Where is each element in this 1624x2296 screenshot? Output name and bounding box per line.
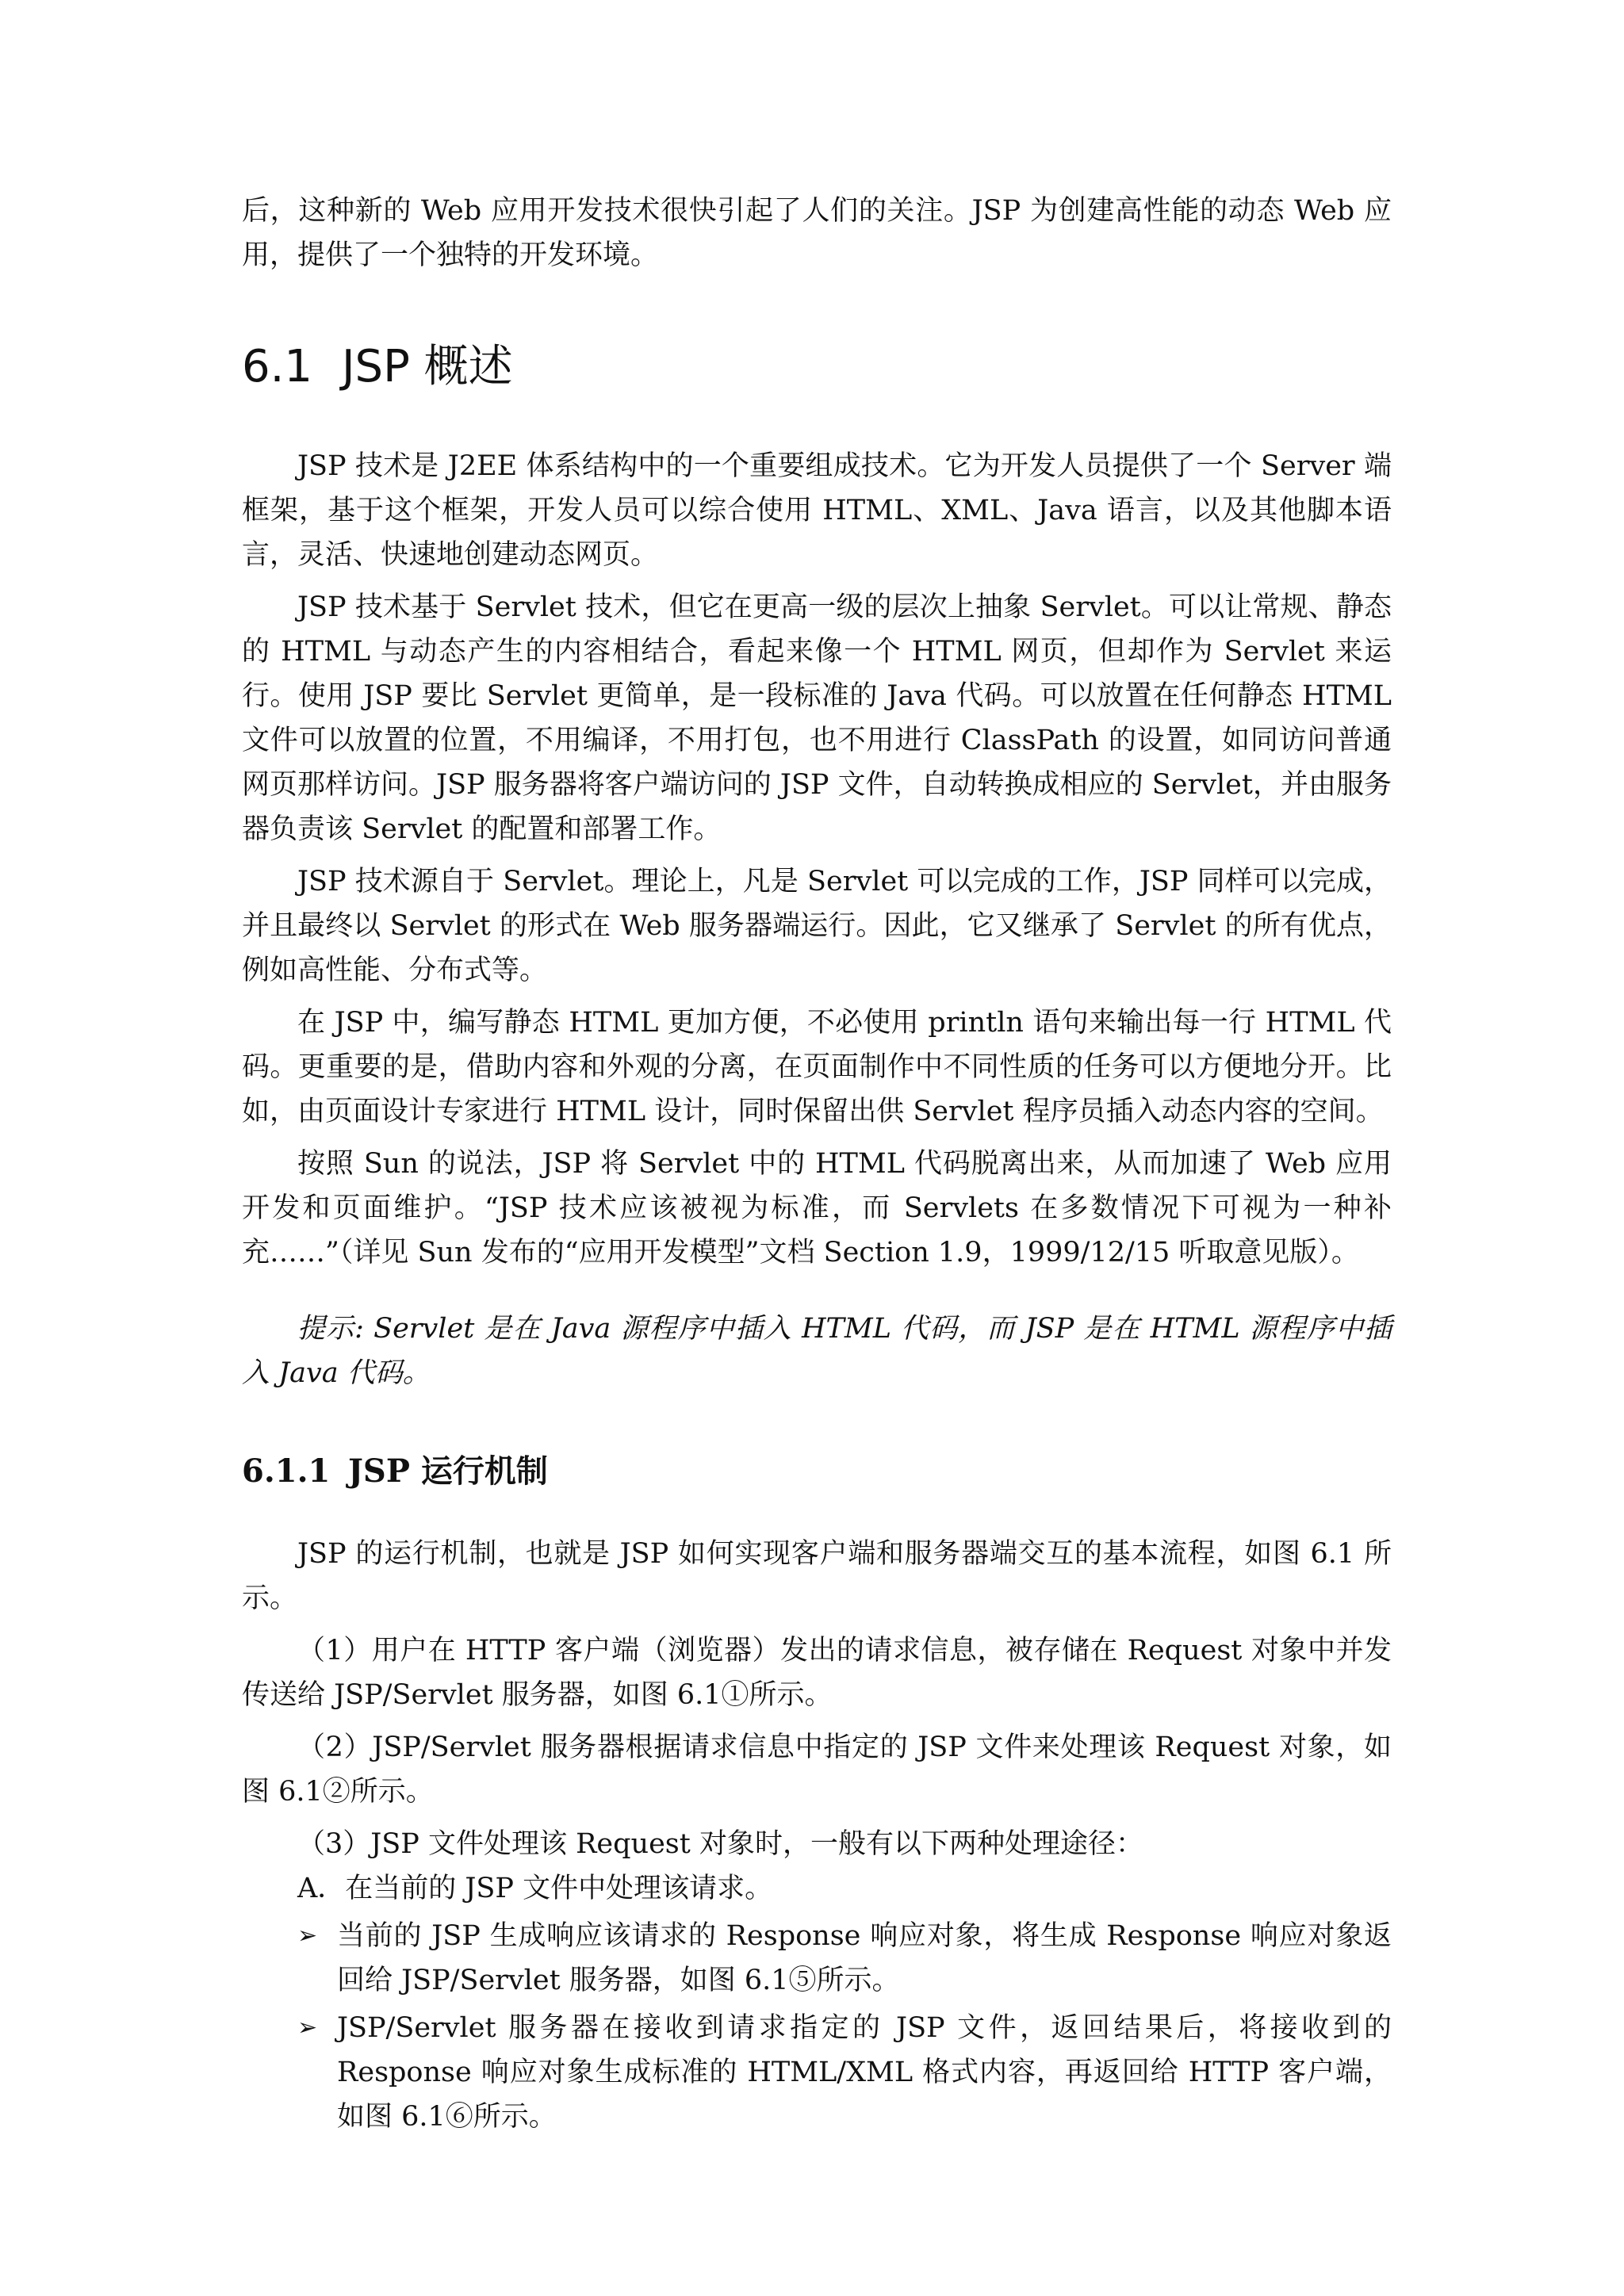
section-heading <box>242 339 1392 395</box>
tip-note: 提示: Servlet 是在 Java 源程序中插入 HTML 代码，而 JSP 是在 HTML 源程序中插入 Java 代码。 <box>242 1313 1392 1389</box>
body-paragraph-1: JSP 技术是 J2EE 体系结构中的一个重要组成技术。它为开发人员提供了一个 Server 端框架，基于这个框架，开发人员可以综合使用 HTML、XML、Java 语言，以及其他脚本语言，灵活、快速地创建动态网页。 <box>242 450 1392 571</box>
bullet-text-1: 当前的 JSP 生成响应该请求的 Response 响应对象，将生成 Response 响应对象返回给 JSP/Servlet 服务器，如图 6.1⑤所示。 <box>337 1920 1392 1996</box>
bullet-item-2 <box>242 2006 1392 2139</box>
subsection-title: JSP 运行机制 <box>348 1452 548 1490</box>
body-paragraph-4: 在 JSP 中，编写静态 HTML 更加方便，不必使用 println 语句来输出每一行 HTML 代码。更重要的是，借助内容和外观的分离，在页面制作中不同性质的任务可以方便地分开。比如，由页面设计专家进行 HTML 设计，同时保留出供 Servlet 程序员插入动态内容的空间。 <box>242 1007 1392 1127</box>
step-2-paragraph: （2）JSP/Servlet 服务器根据请求信息中指定的 JSP 文件来处理该 Request 对象，如图 6.1②所示。 <box>242 1732 1392 1808</box>
intro-paragraph: 后，这种新的 Web 应用开发技术很快引起了人们的关注。JSP 为创建高性能的动态 Web 应用，提供了一个独特的开发环境。 <box>242 195 1392 271</box>
bullet-item-1 <box>242 1914 1392 2003</box>
body-paragraph-3: JSP 技术源自于 Servlet。理论上，凡是 Servlet 可以完成的工作，JSP 同样可以完成，并且最终以 Servlet 的形式在 Web 服务器端运行。因此，它又继承了 Servlet 的所有优点，例如高性能、分布式等。 <box>242 866 1392 986</box>
bullet-arrow-icon: ➢ <box>297 2014 318 2042</box>
subsection-number: 6.1.1 <box>242 1452 331 1490</box>
section-number: 6.1 <box>242 341 313 392</box>
bullet-text-2: JSP/Servlet 服务器在接收到请求指定的 JSP 文件，返回结果后，将接收到的 Response 响应对象生成标准的 HTML/XML 格式内容，再返回给 HTTP 客户端，如图 6.1⑥所示。 <box>337 2012 1392 2133</box>
bullet-arrow-icon: ➢ <box>297 1922 318 1950</box>
body-paragraph-2: JSP 技术基于 Servlet 技术，但它在更高一级的层次上抽象 Servlet。可以让常规、静态的 HTML 与动态产生的内容相结合，看起来像一个 HTML 网页，但却作为 Servlet 来运行。使用 JSP 要比 Servlet 更简单，是一段标准的 Java 代码。可以放置在任何静态 HTML 文件可以放置的位置，不用编译，不用打包，也不用进行 ClassPath 的设置，如同访问普通网页那样访问。JSP 服务器将客户端访问的 JSP 文件，自动转换成相应的 Servlet，并由服务器负责该 Servlet 的配置和部署工作。 <box>242 591 1392 845</box>
step-3-paragraph: （3）JSP 文件处理该 Request 对象时，一般有以下两种处理途径： <box>297 1828 1143 1860</box>
step-1-paragraph: （1）用户在 HTTP 客户端（浏览器）发出的请求信息，被存储在 Request 对象中并发传送给 JSP/Servlet 服务器，如图 6.1①所示。 <box>242 1635 1392 1711</box>
section-title: JSP 概述 <box>342 341 513 392</box>
document-page <box>242 189 1392 2139</box>
body-paragraph-5: 按照 Sun 的说法，JSP 将 Servlet 中的 HTML 代码脱离出来，从而加速了 Web 应用开发和页面维护。“JSP 技术应该被视为标准，而 Servlets 在多数情况下可视为一种补充……”（详见 Sun 发布的“应用开发模型”文档 Section 1.9，1999/12/15 听取意见版）。 <box>242 1148 1392 1269</box>
sub-paragraph-1: JSP 的运行机制，也就是 JSP 如何实现客户端和服务器端交互的基本流程，如图 6.1 所示。 <box>242 1538 1392 1614</box>
option-a-item: A．在当前的 JSP 文件中处理该请求。 <box>297 1873 773 1904</box>
subsection-heading <box>242 1449 1392 1494</box>
